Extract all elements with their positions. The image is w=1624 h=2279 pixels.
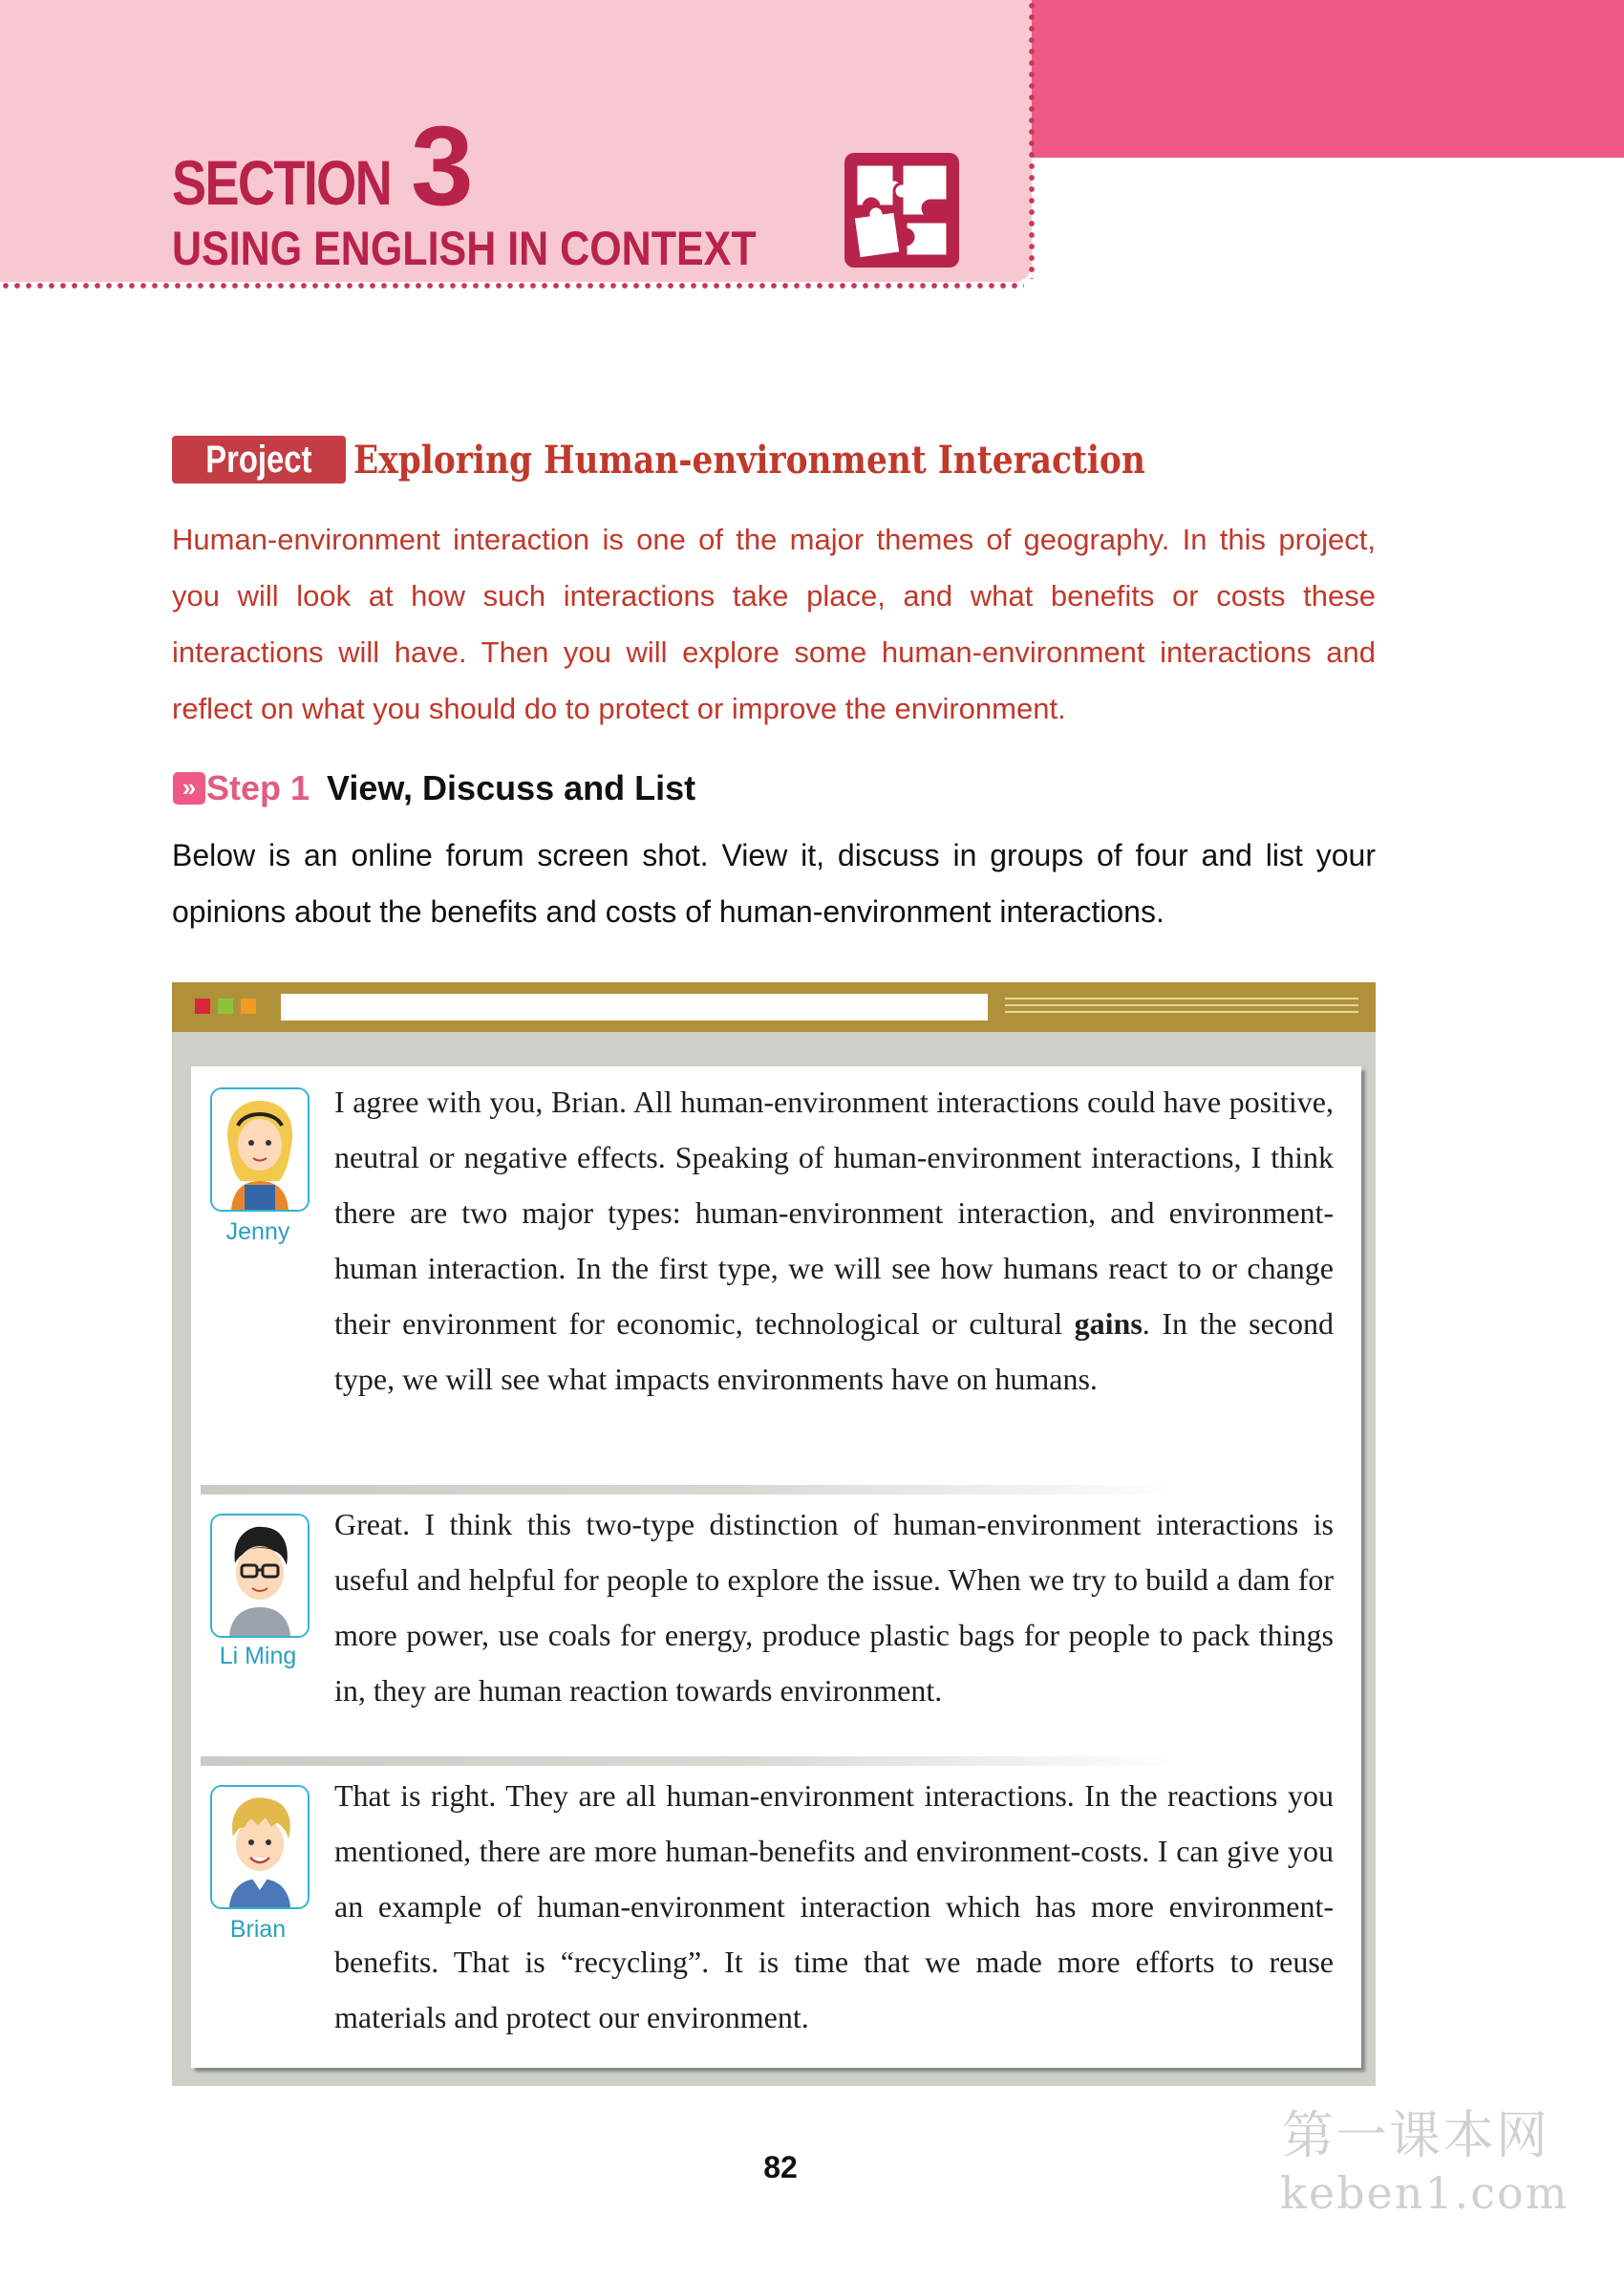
- forum-title-bar: [172, 982, 1376, 1032]
- avatar-li-ming: [210, 1514, 310, 1638]
- avatar-name: Jenny: [225, 1218, 290, 1245]
- watermark-chinese: 第一课本网: [1282, 2105, 1549, 2165]
- menu-lines-icon[interactable]: [1005, 998, 1358, 1019]
- close-dot-icon[interactable]: [195, 999, 210, 1014]
- header-accent-block: [1032, 0, 1624, 158]
- dotted-border-right: [1028, 0, 1036, 279]
- project-title: Exploring Human-environment Interaction: [353, 438, 1145, 483]
- avatar-jenny: [210, 1087, 310, 1212]
- avatar-name: Li Ming: [219, 1643, 297, 1669]
- page-number: 82: [763, 2150, 798, 2184]
- avatar-brian: [210, 1785, 310, 1909]
- watermark-latin: keben1.com: [1280, 2167, 1570, 2219]
- section-number: 3: [411, 103, 474, 229]
- puzzle-icon: [843, 151, 961, 269]
- post-text: Great. I think this two-type distinction of human-environment interactions is useful and helpful for people to explore the issue. When we try to build a dam for more power, use coals for energy, produce plastic bags for people to pack things in, they are human reaction towards environment.: [334, 1507, 1334, 1708]
- double-chevron-icon: »: [173, 772, 205, 805]
- dotted-border-bottom: [0, 282, 1024, 290]
- address-bar-input[interactable]: [281, 994, 988, 1021]
- section-subtitle: USING ENGLISH IN CONTEXT: [172, 222, 757, 275]
- post-text: I agree with you, Brian. All human-environment interactions could have positive, neutral or negative effects. Speaking of human-environment interactions, I think there are two major types: human-environment interaction, and environment-human interaction. In the first type, we will see how humans react to or change their environment for economic, technological or cultural gains. In the second type, we will see what impacts environments have on humans.: [334, 1085, 1335, 1396]
- step-label: Step 1: [206, 768, 310, 807]
- post-text: That is right. They are all human-environment interactions. In the reactions you mentioned, there are more human-benefits and environment-costs. I can give you an example of human-environment interaction which has more environment-benefits. That is “recycling”. It is time that we made more efforts to reuse materials and protect our environment.: [334, 1778, 1334, 2034]
- maximize-dot-icon[interactable]: [241, 999, 256, 1014]
- step-description: Below is an online forum screen shot. View it, discuss in groups of four and list your opinions about the benefits and costs of human-environment interactions.: [172, 838, 1376, 929]
- section-label: SECTION: [172, 147, 392, 218]
- avatar-name: Brian: [229, 1916, 287, 1943]
- post-divider: [201, 1485, 1185, 1494]
- minimize-dot-icon[interactable]: [218, 999, 233, 1014]
- step-title: View, Discuss and List: [327, 768, 696, 807]
- project-badge: Project: [172, 436, 346, 484]
- bold-term: gains: [1074, 1306, 1143, 1341]
- post-divider: [201, 1756, 1185, 1766]
- project-intro: Human-environment interaction is one of the major themes of geography. In this project, you will look at how such interactions take place, and what benefits or costs these interactions will have. Then you will explore some human-environment interactions and reflect on what you should do to protect or improve the environment.: [172, 523, 1376, 725]
- forum-window: [172, 982, 1376, 2086]
- forum-posts-panel: [191, 1066, 1361, 2068]
